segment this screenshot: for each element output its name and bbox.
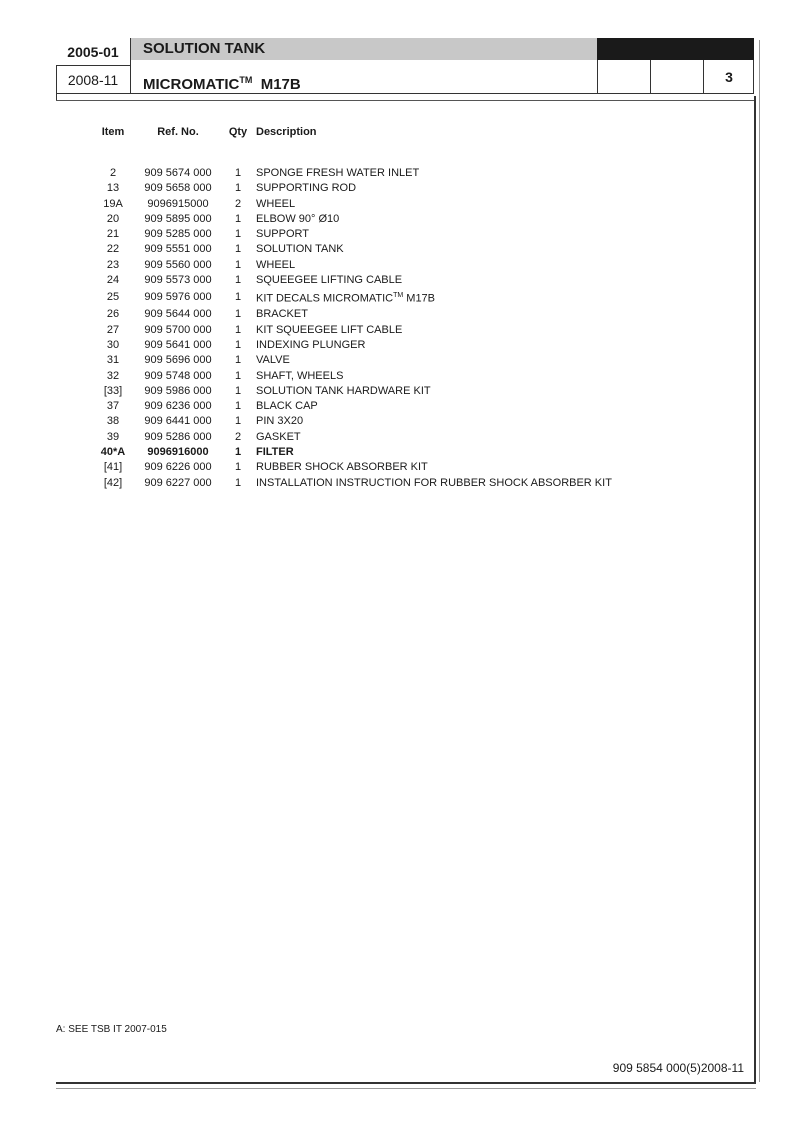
table-header-row (90, 124, 656, 140)
cell-qty: 1 (234, 354, 242, 367)
model-code: M17B (260, 76, 301, 93)
cell-ref-no: 909 5644 000 (144, 308, 212, 321)
cell-description (256, 323, 656, 338)
table-row (90, 369, 656, 384)
table-row (90, 227, 656, 242)
cell-item: 25 (106, 291, 120, 304)
footnote: A: SEE TSB IT 2007-015 (56, 1024, 167, 1035)
frame-right-line-outer (759, 40, 760, 1082)
trademark-mark: TM (393, 292, 404, 300)
cell-ref-no: 909 5658 000 (144, 182, 212, 195)
revision-date: 2008-11 (56, 66, 131, 94)
cell-item: 13 (106, 182, 120, 195)
description-text: SOLUTION TANK HARDWARE KIT (256, 384, 431, 397)
cell-item: 37 (106, 400, 120, 413)
cell-description (256, 353, 656, 368)
description-text: VALVE (256, 354, 290, 367)
cell-qty: 1 (234, 243, 242, 256)
cell-description (256, 369, 656, 384)
cell-qty: 1 (234, 384, 242, 397)
cell-description (256, 476, 656, 491)
cell-ref-no: 909 5573 000 (144, 274, 212, 287)
cell-description (256, 384, 656, 399)
table-row (90, 307, 656, 322)
description-text: GASKET (256, 430, 301, 443)
cell-qty: 1 (234, 212, 242, 225)
cell-item: 32 (106, 369, 120, 382)
cell-item: 38 (106, 415, 120, 428)
table-row (90, 242, 656, 257)
table-row (90, 181, 656, 196)
table-row (90, 384, 656, 399)
description-text: SUPPORTING ROD (256, 182, 357, 195)
description-text: BRACKET (256, 308, 308, 321)
description-text: KIT DECALS MICROMATIC (256, 293, 394, 306)
cell-ref-no: 909 5285 000 (144, 228, 212, 241)
cell-qty: 1 (234, 167, 242, 179)
cell-description (256, 445, 656, 460)
table-row (90, 212, 656, 227)
cell-description (256, 258, 656, 273)
model-title (143, 66, 301, 94)
cell-ref-no: 909 5976 000 (144, 291, 212, 304)
description-text: RUBBER SHOCK ABSORBER KIT (256, 461, 428, 474)
table-row (90, 197, 656, 212)
cell-item: 2 (109, 167, 117, 179)
cell-item: 23 (106, 258, 120, 271)
page-number: 3 (703, 60, 754, 94)
cell-ref-no: 909 5986 000 (144, 384, 212, 397)
cell-ref-no: 909 6227 000 (144, 476, 212, 489)
cell-description (256, 197, 656, 212)
cell-description (256, 399, 656, 414)
table-row (90, 414, 656, 429)
header-black-block (597, 38, 754, 60)
cell-qty: 1 (234, 291, 242, 304)
cell-qty: 1 (234, 446, 242, 458)
cell-item: 30 (106, 338, 120, 351)
table-row (90, 258, 656, 273)
cell-qty: 1 (234, 323, 242, 336)
cell-description (256, 307, 656, 322)
cell-qty: 1 (234, 338, 242, 351)
cell-item: [42] (103, 476, 123, 489)
cell-ref-no: 909 6226 000 (144, 461, 212, 474)
cell-qty: 1 (234, 400, 242, 413)
cell-ref-no: 909 5674 000 (144, 167, 212, 179)
cell-ref-no: 909 5748 000 (144, 369, 212, 382)
issue-date: 2005-01 (56, 38, 131, 66)
table-row (90, 166, 656, 181)
footer-rule (56, 1082, 756, 1084)
header-cell-2 (650, 60, 703, 94)
section-title: SOLUTION TANK (131, 38, 597, 60)
page-header (56, 38, 754, 96)
cell-item: 19A (103, 197, 123, 210)
description-text: SQUEEGEE LIFTING CABLE (256, 274, 403, 287)
cell-item: 39 (106, 430, 120, 443)
cell-qty: 1 (234, 461, 242, 474)
description-text: FILTER (256, 446, 294, 458)
cell-qty: 2 (234, 197, 242, 210)
document-number: 909 5854 000(5)2008-11 (612, 1061, 744, 1075)
cell-item: 22 (106, 243, 120, 256)
cell-qty: 1 (234, 308, 242, 321)
col-header-item: Item (101, 126, 125, 138)
cell-description (256, 288, 656, 307)
table-row (90, 460, 656, 475)
cell-item: 31 (106, 354, 120, 367)
description-text: PIN 3X20 (256, 415, 304, 428)
model-name: MICROMATIC (143, 76, 240, 93)
col-header-desc: Description (256, 126, 317, 138)
cell-description (256, 430, 656, 445)
footer-rule-secondary (56, 1088, 756, 1089)
description-text: BLACK CAP (256, 400, 318, 413)
parts-table (90, 124, 656, 491)
col-header-ref: Ref. No. (157, 126, 199, 138)
cell-description (256, 212, 656, 227)
cell-item: 21 (106, 228, 120, 241)
table-spacer (90, 140, 656, 166)
table-row (90, 353, 656, 368)
table-row (90, 273, 656, 288)
header-rule (56, 100, 756, 101)
cell-item: [33] (103, 384, 123, 397)
cell-ref-no: 909 6441 000 (144, 415, 212, 428)
table-row (90, 430, 656, 445)
cell-ref-no: 909 5551 000 (144, 243, 212, 256)
table-row (90, 399, 656, 414)
cell-ref-no: 909 5895 000 (144, 212, 212, 225)
cell-description (256, 227, 656, 242)
cell-ref-no: 9096915000 (147, 197, 209, 210)
cell-qty: 2 (234, 430, 242, 443)
col-header-qty: Qty (228, 126, 248, 138)
cell-qty: 1 (234, 476, 242, 489)
cell-item: 20 (106, 212, 120, 225)
cell-description (256, 242, 656, 257)
cell-ref-no: 909 5700 000 (144, 323, 212, 336)
table-row (90, 476, 656, 491)
cell-description (256, 338, 656, 353)
description-text: KIT SQUEEGEE LIFT CABLE (256, 323, 403, 336)
description-text: ELBOW 90° Ø10 (256, 212, 340, 225)
cell-description (256, 460, 656, 475)
cell-qty: 1 (234, 258, 242, 271)
description-suffix: M17B (403, 293, 436, 306)
cell-ref-no: 9096916000 (147, 446, 209, 458)
cell-ref-no: 909 5560 000 (144, 258, 212, 271)
description-text: WHEEL (256, 197, 296, 210)
description-text: INDEXING PLUNGER (256, 338, 366, 351)
cell-ref-no: 909 5696 000 (144, 354, 212, 367)
cell-item: [41] (103, 461, 123, 474)
cell-ref-no: 909 5286 000 (144, 430, 212, 443)
description-text: SUPPORT (256, 228, 309, 241)
description-text: INSTALLATION INSTRUCTION FOR RUBBER SHOCK ABSORBER KIT (256, 476, 612, 489)
description-text: SHAFT, WHEELS (256, 369, 344, 382)
cell-item: 24 (106, 274, 120, 287)
cell-item: 27 (106, 323, 120, 336)
description-text: WHEEL (256, 258, 296, 271)
cell-qty: 1 (234, 369, 242, 382)
cell-description (256, 181, 656, 196)
trademark-mark: TM (239, 75, 253, 85)
description-text: SOLUTION TANK (256, 243, 344, 256)
cell-item: 40*A (100, 446, 126, 458)
table-row (90, 323, 656, 338)
table-row (90, 445, 656, 460)
cell-qty: 1 (234, 228, 242, 241)
cell-description (256, 273, 656, 288)
cell-qty: 1 (234, 274, 242, 287)
cell-item: 26 (106, 308, 120, 321)
cell-qty: 1 (234, 182, 242, 195)
cell-description (256, 414, 656, 429)
cell-qty: 1 (234, 415, 242, 428)
cell-ref-no: 909 5641 000 (144, 338, 212, 351)
frame-right-line (754, 96, 756, 1082)
description-text: SPONGE FRESH WATER INLET (256, 167, 420, 179)
parts-body (90, 166, 656, 491)
table-row (90, 338, 656, 353)
table-row (90, 288, 656, 307)
cell-description (256, 166, 656, 181)
header-cell-1 (597, 60, 650, 94)
cell-ref-no: 909 6236 000 (144, 400, 212, 413)
